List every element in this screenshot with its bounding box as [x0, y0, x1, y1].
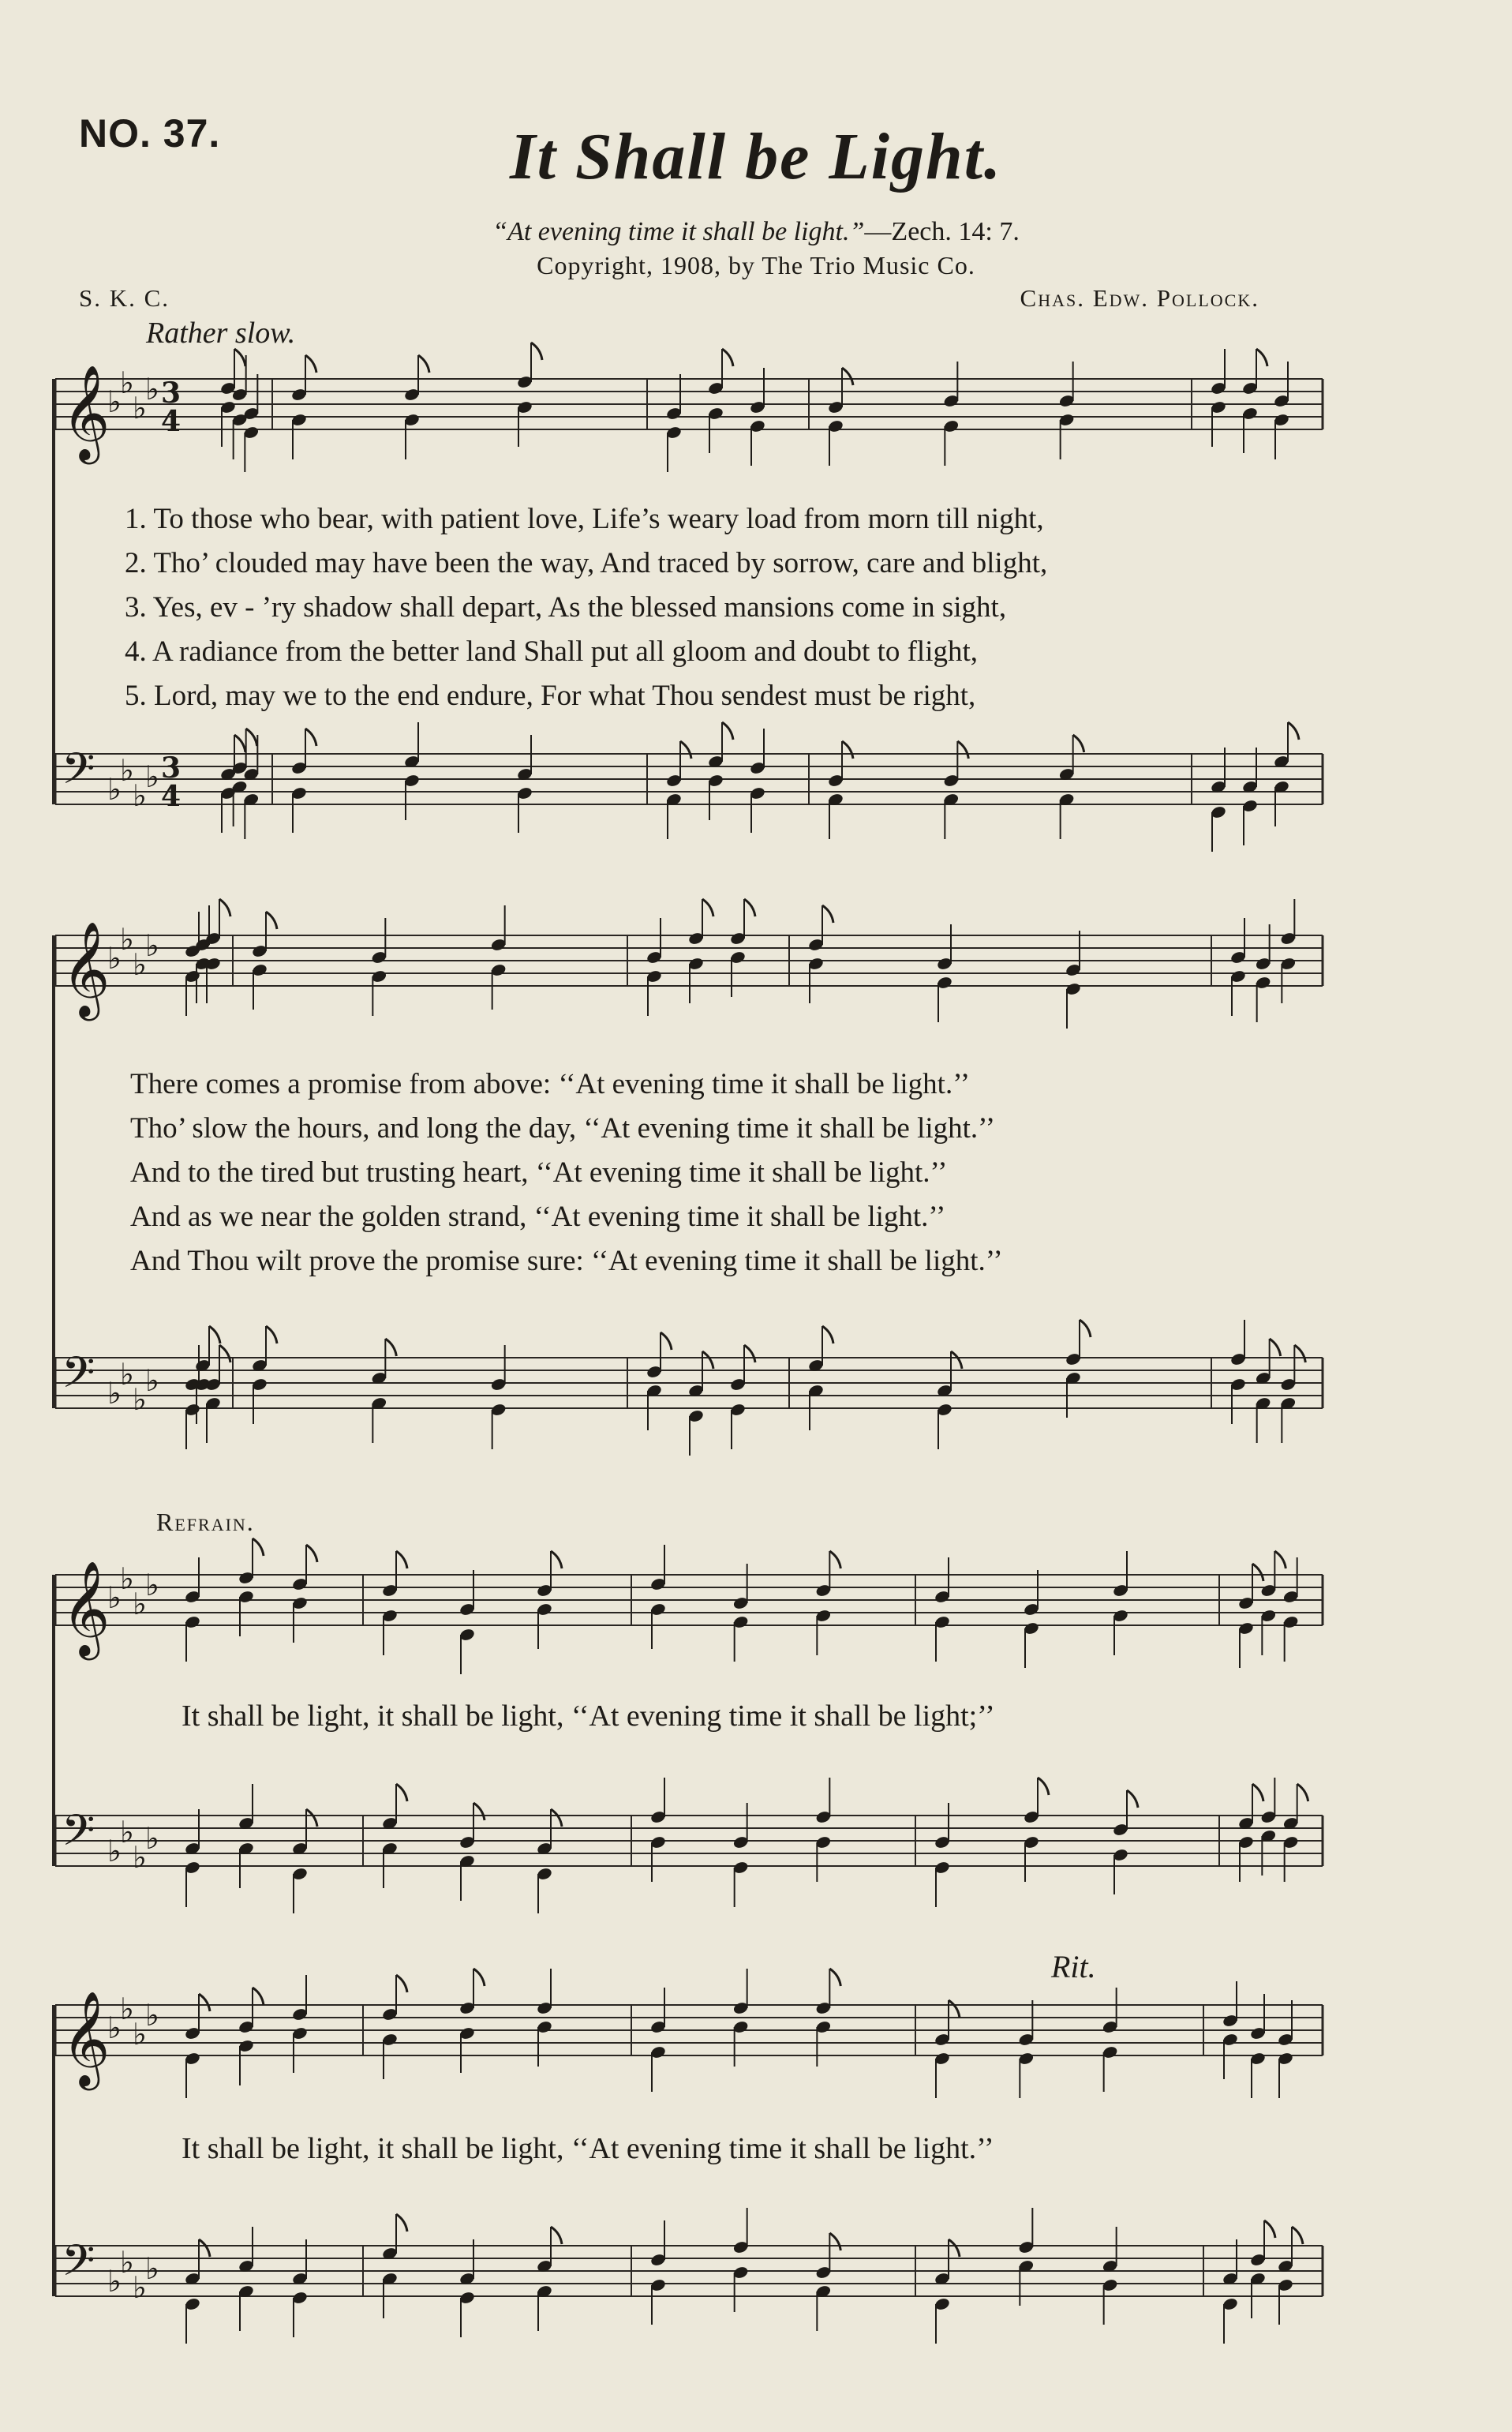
note-flag [829, 1969, 840, 1986]
note-flag [396, 1784, 407, 1801]
note-flag [551, 1551, 562, 1568]
tempo-marking: Rather slow. [146, 317, 296, 350]
note-flag [209, 1326, 220, 1343]
flat-icon: ♭ [120, 753, 134, 788]
note-flag [253, 1988, 264, 2005]
note-flag [1073, 735, 1084, 752]
flat-icon: ♭ [120, 922, 134, 957]
note-flag [266, 1326, 277, 1343]
flat-icon: ♭ [133, 2270, 147, 2305]
flat-icon: ♭ [120, 365, 134, 400]
note-flag [531, 343, 542, 360]
note-flag [473, 1969, 485, 1986]
time-signature-top: 3 [161, 751, 182, 785]
verse-1-line-1: 1. To those who bear, with patient love, Life’s weary load from morn till night, [125, 503, 1044, 535]
flat-icon: ♭ [133, 1840, 147, 1875]
note-flag [219, 899, 230, 916]
note-flag [1274, 1551, 1286, 1568]
flat-icon: ♭ [107, 384, 122, 419]
flat-icon: ♭ [145, 1568, 159, 1602]
note-flag [1252, 1564, 1263, 1581]
flat-icon: ♭ [133, 947, 147, 982]
treble-clef-icon: 𝄞 [62, 920, 110, 1017]
scripture-quote: “At evening time it shall be light.” [492, 217, 865, 246]
flat-icon: ♭ [120, 1357, 134, 1392]
time-signature-bottom: 4 [161, 405, 182, 438]
note-flag [1270, 1339, 1281, 1356]
flat-icon: ♭ [145, 372, 159, 407]
treble-clef-icon: 𝄞 [62, 364, 110, 460]
treble-clef-icon: 𝄞 [62, 1990, 110, 2086]
note-flag [396, 1551, 407, 1568]
note-flag [1297, 1784, 1308, 1801]
flat-icon: ♭ [145, 1363, 159, 1398]
flat-icon: ♭ [120, 1815, 134, 1849]
flat-icon: ♭ [120, 2245, 134, 2280]
composer: Chas. Edw. Pollock. [1020, 284, 1259, 312]
note-flag [1080, 1320, 1091, 1337]
note-flag [744, 899, 755, 916]
bass-clef-icon: 𝄢 [62, 744, 95, 804]
note-flag [1292, 2227, 1303, 2244]
note-flag [1294, 1345, 1305, 1362]
note-flag [396, 1975, 407, 1992]
flat-icon: ♭ [107, 1834, 122, 1868]
note-flag [722, 349, 733, 366]
note-flag [949, 2000, 960, 2018]
verse-2-line-1: 2. Tho’ clouded may have been the way, And traced by sorrow, care and blight, [125, 547, 1048, 579]
note-flag [266, 912, 277, 929]
verse-3-line-1: 3. Yes, ev - ’ry shadow shall depart, As the blessed mansions come in sight, [125, 591, 1007, 624]
verse-1-line-2: There comes a promise from above: ‘‘At evening time it shall be light.’’ [130, 1068, 971, 1100]
verse-3-line-2: And to the tired but trusting heart, ‘‘At evening time it shall be light.’’ [130, 1156, 948, 1189]
note-flag [680, 741, 691, 759]
flat-icon: ♭ [133, 2017, 147, 2052]
note-flag [305, 729, 316, 746]
refrain-lyric-1: It shall be light, it shall be light, ‘‘At evening time it shall be light;’’ [182, 1699, 995, 1733]
note-flag [829, 2233, 840, 2250]
flat-icon: ♭ [145, 759, 159, 794]
note-flag [951, 1351, 962, 1369]
flat-icon: ♭ [107, 941, 122, 976]
flat-icon: ♭ [133, 391, 147, 425]
note-flag [1288, 722, 1299, 740]
flat-icon: ♭ [107, 1580, 122, 1615]
note-flag [253, 1538, 264, 1556]
flat-icon: ♭ [133, 1382, 147, 1417]
note-flag [306, 1545, 317, 1562]
note-flag [842, 741, 853, 759]
treble-clef-icon: 𝄞 [62, 1560, 110, 1656]
note-flag [219, 1345, 230, 1362]
verse-5-line-1: 5. Lord, may we to the end endure, For what Thou sendest must be right, [125, 680, 976, 712]
flat-icon: ♭ [107, 1376, 122, 1411]
note-flag [661, 1332, 672, 1350]
flat-icon: ♭ [120, 1992, 134, 2026]
flat-icon: ♭ [107, 772, 122, 807]
time-signature-bottom: 4 [161, 780, 182, 813]
flat-icon: ♭ [133, 778, 147, 813]
flat-icon: ♭ [145, 1998, 159, 2033]
note-flag [396, 2214, 407, 2232]
lyricist: S. K. C. [79, 284, 170, 312]
note-flag [744, 1345, 755, 1362]
note-flag [551, 2227, 562, 2244]
note-flag [418, 355, 429, 373]
note-flag [1127, 1790, 1138, 1808]
note-flag [957, 741, 968, 759]
note-flag [722, 722, 733, 740]
scripture-ref: —Zech. 14: 7. [864, 217, 1020, 246]
note-flag [199, 2239, 210, 2257]
ritardando-marking: Rit. [1051, 1949, 1096, 1984]
note-flag [246, 729, 257, 746]
flat-icon: ♭ [107, 2010, 122, 2045]
note-flag [1264, 2220, 1275, 2238]
note-flag [822, 1326, 833, 1343]
note-flag [702, 1351, 713, 1369]
verse-4-line-1: 4. A radiance from the better land Shall put all gloom and doubt to flight, [125, 635, 979, 668]
flat-icon: ♭ [145, 1821, 159, 1856]
note-flag [1256, 349, 1267, 366]
refrain-lyric-2: It shall be light, it shall be light, ‘‘At evening time it shall be light.’’ [182, 2132, 994, 2165]
note-flag [305, 355, 316, 373]
flat-icon: ♭ [133, 1587, 147, 1621]
verse-5-line-2: And Thou wilt prove the promise sure: ‘‘At evening time it shall be light.’’ [130, 1245, 1003, 1277]
note-flag [551, 1809, 562, 1827]
flat-icon: ♭ [107, 2264, 122, 2299]
note-flag [199, 1994, 210, 2011]
note-flag [822, 905, 833, 923]
note-flag [1038, 1778, 1049, 1795]
bass-clef-icon: 𝄢 [62, 2235, 95, 2296]
verse-2-line-2: Tho’ slow the hours, and long the day, ‘‘At evening time it shall be light.’’ [130, 1112, 996, 1145]
flat-icon: ♭ [145, 928, 159, 963]
bass-clef-icon: 𝄢 [62, 1805, 95, 1866]
note-flag [385, 1339, 396, 1356]
note-flag [473, 1803, 485, 1820]
flat-icon: ♭ [120, 1561, 134, 1596]
note-flag [829, 1551, 840, 1568]
copyright-notice: Copyright, 1908, by The Trio Music Co. [537, 251, 975, 279]
note-flag [702, 899, 713, 916]
hymn-title: It Shall be Light. [509, 120, 1003, 193]
note-flag [234, 349, 245, 366]
refrain-label: Refrain. [156, 1508, 255, 1536]
bass-clef-icon: 𝄢 [62, 1347, 95, 1408]
verse-4-line-2: And as we near the golden strand, ‘‘At evening time it shall be light.’’ [130, 1201, 946, 1233]
note-flag [949, 2239, 960, 2257]
note-flag [306, 1809, 317, 1827]
hymn-number: NO. 37. [79, 111, 221, 156]
note-flag [842, 368, 853, 385]
time-signature-top: 3 [161, 377, 182, 410]
note-flag [1252, 1784, 1263, 1801]
flat-icon: ♭ [145, 2251, 159, 2286]
note-flag [234, 735, 245, 752]
